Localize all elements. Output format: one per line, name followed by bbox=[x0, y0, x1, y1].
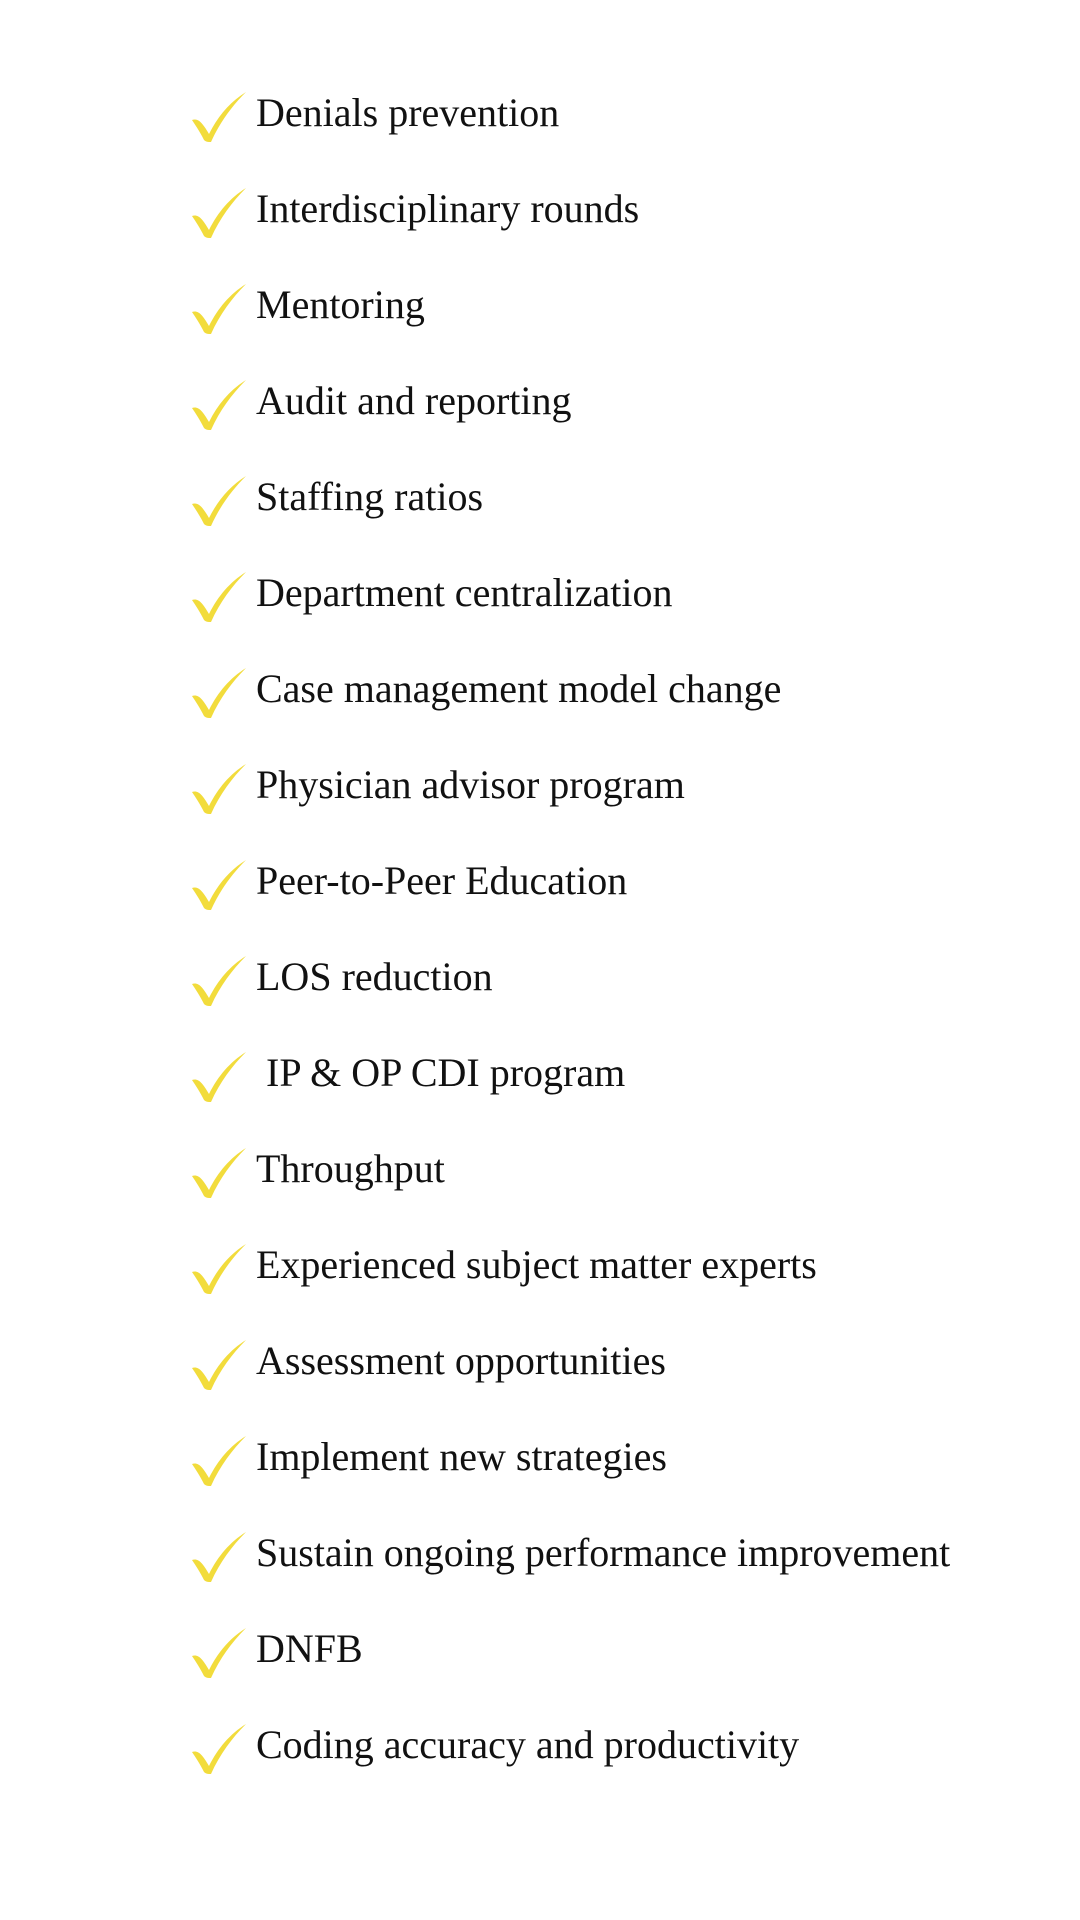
item-label: Department centralization bbox=[256, 570, 673, 615]
list-item bbox=[190, 850, 1060, 946]
item-label: Mentoring bbox=[256, 282, 425, 327]
checkmark-icon bbox=[190, 1434, 248, 1488]
checkmark-icon bbox=[190, 1146, 248, 1200]
list-item bbox=[190, 178, 1060, 274]
checkmark-icon bbox=[190, 1242, 248, 1296]
checkmark-icon bbox=[190, 666, 248, 720]
list-item bbox=[190, 1522, 1060, 1618]
list-item bbox=[190, 946, 1060, 1042]
list-item bbox=[190, 754, 1060, 850]
list-item bbox=[190, 1138, 1060, 1234]
item-label: Case management model change bbox=[256, 666, 782, 711]
checkmark-icon bbox=[190, 378, 248, 432]
checkmark-icon bbox=[190, 474, 248, 528]
list-item bbox=[190, 274, 1060, 370]
item-label: Interdisciplinary rounds bbox=[256, 186, 640, 231]
list-item bbox=[190, 1234, 1060, 1330]
list-item bbox=[190, 562, 1060, 658]
list-item bbox=[190, 466, 1060, 562]
checkmark-icon bbox=[190, 1050, 248, 1104]
item-label: Peer-to-Peer Education bbox=[256, 858, 628, 903]
checkmark-icon bbox=[190, 90, 248, 144]
list-item bbox=[190, 1042, 1060, 1138]
list-item bbox=[190, 1330, 1060, 1426]
list-item bbox=[190, 658, 1060, 754]
item-label: IP & OP CDI program bbox=[256, 1050, 626, 1095]
item-label: Sustain ongoing performance improvement bbox=[256, 1530, 951, 1575]
item-label: Experienced subject matter experts bbox=[256, 1242, 817, 1287]
list-item bbox=[190, 82, 1060, 178]
list-item bbox=[190, 1714, 1060, 1810]
item-label: DNFB bbox=[256, 1626, 363, 1671]
item-label: LOS reduction bbox=[256, 954, 493, 999]
item-label: Staffing ratios bbox=[256, 474, 484, 519]
item-label: Coding accuracy and productivity bbox=[256, 1722, 800, 1767]
checkmark-icon bbox=[190, 1338, 248, 1392]
checkmark-icon bbox=[190, 1530, 248, 1584]
checkmark-icon bbox=[190, 570, 248, 624]
checkmark-icon bbox=[190, 858, 248, 912]
item-label: Denials prevention bbox=[256, 90, 560, 135]
checkmark-icon bbox=[190, 954, 248, 1008]
item-label: Assessment opportunities bbox=[256, 1338, 666, 1383]
item-label: Physician advisor program bbox=[256, 762, 685, 807]
checkmark-icon bbox=[190, 186, 248, 240]
list-item bbox=[190, 370, 1060, 466]
item-label: Throughput bbox=[256, 1146, 445, 1191]
checkmark-icon bbox=[190, 1722, 248, 1776]
list-item bbox=[190, 1426, 1060, 1522]
checkmark-icon bbox=[190, 282, 248, 336]
list-item bbox=[190, 1618, 1060, 1714]
item-label: Audit and reporting bbox=[256, 378, 572, 423]
checkmark-icon bbox=[190, 762, 248, 816]
checkmark-icon bbox=[190, 1626, 248, 1680]
item-label: Implement new strategies bbox=[256, 1434, 667, 1479]
checklist bbox=[190, 82, 1060, 1810]
